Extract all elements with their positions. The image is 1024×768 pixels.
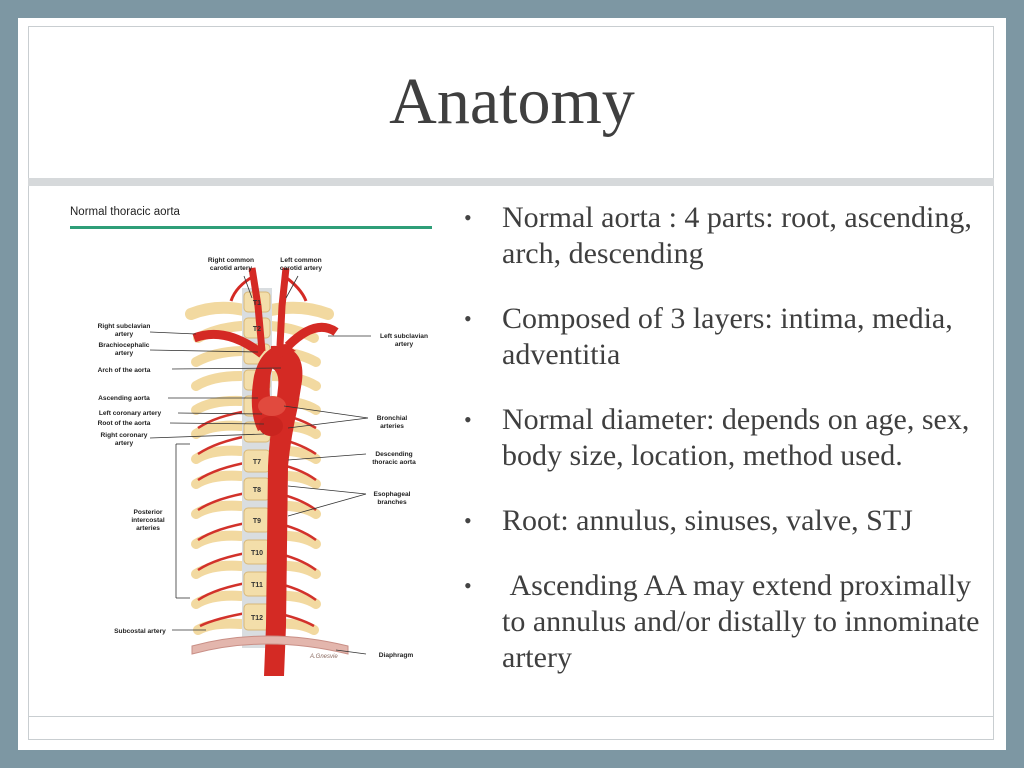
bullet-item — [458, 301, 998, 373]
label-descending-line2: thoracic aorta — [372, 459, 416, 466]
label-right-subclavian-line2: artery — [114, 331, 134, 338]
vertebra-label: T11 — [251, 582, 263, 589]
bullet-dot: • — [464, 205, 472, 230]
illustrator-signature: A.Gnesvie — [310, 654, 338, 660]
title-divider — [28, 178, 994, 186]
bullet-dot: • — [464, 306, 472, 331]
label-bronchial-line1: Bronchial — [376, 415, 408, 422]
slide-title: Anatomy — [389, 65, 635, 138]
bullet-dot: • — [464, 407, 472, 432]
bullet-text: Normal aorta : 4 parts: root, ascending, arch, descending — [502, 201, 972, 270]
bullet-item — [458, 568, 998, 676]
label-bronchial-line2: arteries — [380, 423, 404, 430]
label-arch: Arch of the aorta — [97, 367, 151, 374]
bullet-item — [458, 402, 998, 474]
bullet-list — [458, 200, 998, 705]
vertebra-label: T8 — [252, 487, 262, 494]
bullet-text: Normal diameter: depends on age, sex, body size, location, method used. — [502, 403, 970, 472]
vertebra-label: T9 — [252, 518, 262, 525]
label-right-coronary-line2: artery — [114, 440, 134, 447]
label-diaphragm: Diaphragm — [378, 652, 414, 659]
bullet-text: Ascending AA may extend proximally to annulus and/or distally to innominate artery — [502, 569, 987, 674]
aorta-illustration — [66, 206, 446, 686]
label-right-common-carotid-line2: carotid artery — [209, 265, 253, 272]
label-brachiocephalic-line2: artery — [114, 350, 134, 357]
label-posterior-intercostal-line1: Posterior — [133, 509, 163, 516]
bullet-item — [458, 200, 998, 272]
label-left-subclavian-line2: artery — [394, 341, 414, 348]
vertebra-label: T2 — [252, 326, 262, 333]
label-right-subclavian-line1: Right subclavian — [97, 323, 151, 330]
vertebra-label: T10 — [250, 550, 264, 557]
label-root: Root of the aorta — [97, 420, 151, 427]
vertebra-label: T12 — [250, 615, 264, 622]
bullet-dot: • — [464, 508, 472, 533]
bullet-text: Root: annulus, sinuses, valve, STJ — [502, 504, 913, 537]
bullet-dot: • — [464, 573, 472, 598]
bullet-text: Composed of 3 layers: intima, media, adventitia — [502, 302, 953, 371]
aorta-figure — [66, 206, 446, 686]
label-posterior-intercostal-line2: intercostal — [131, 517, 165, 524]
label-descending-line1: Descending — [375, 451, 413, 458]
figure-caption: Normal thoracic aorta — [70, 206, 180, 218]
label-brachiocephalic-line1: Brachiocephalic — [98, 342, 150, 349]
bottom-divider — [28, 716, 994, 717]
label-ascending: Ascending aorta — [98, 395, 150, 402]
label-left-common-carotid-line2: carotid artery — [279, 265, 323, 272]
label-left-subclavian-line1: Left subclavian — [379, 333, 429, 340]
label-left-coronary: Left coronary artery — [98, 410, 162, 417]
label-esophageal-line2: branches — [377, 499, 407, 506]
label-esophageal-line1: Esophageal — [373, 491, 411, 498]
label-subcostal: Subcostal artery — [114, 628, 166, 635]
slide — [18, 18, 1006, 750]
vertebra-label: T1 — [252, 300, 262, 307]
label-posterior-intercostal-line3: arteries — [136, 525, 160, 532]
label-right-common-carotid-line1: Right common — [207, 257, 255, 264]
bullet-item — [458, 503, 998, 539]
label-left-common-carotid-line1: Left common — [280, 257, 322, 264]
label-right-coronary-line1: Right coronary — [100, 432, 148, 439]
vertebra-label: T7 — [252, 459, 262, 466]
clavicle-left — [191, 308, 244, 314]
